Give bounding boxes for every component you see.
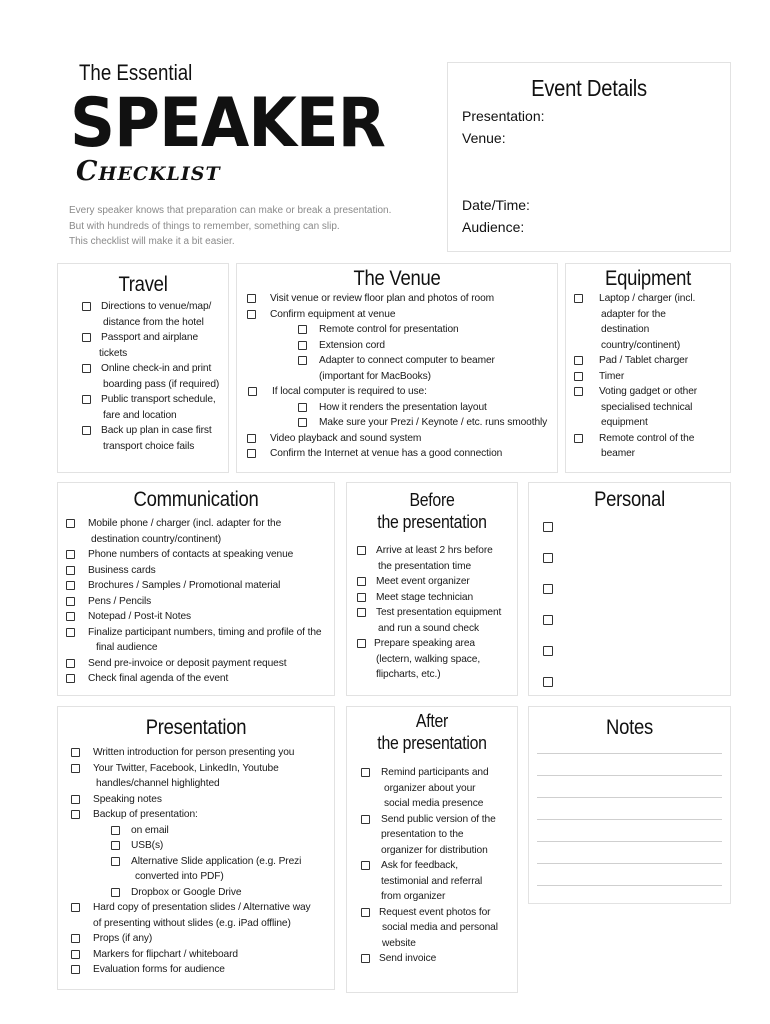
checklist-item bbox=[66, 594, 334, 610]
notes-line[interactable] bbox=[537, 775, 722, 776]
checklist-item bbox=[247, 322, 559, 338]
item-text: final audience bbox=[96, 642, 158, 653]
item-text: tickets bbox=[99, 347, 128, 359]
item-text: organizer about your bbox=[384, 782, 476, 794]
item-text: destination bbox=[601, 324, 650, 335]
checkbox[interactable] bbox=[111, 826, 120, 835]
checkbox[interactable] bbox=[574, 372, 583, 381]
item-text: Dropbox or Google Drive bbox=[131, 886, 242, 898]
item-text: on email bbox=[131, 824, 169, 836]
event-details-box bbox=[447, 62, 731, 252]
checklist-item bbox=[71, 931, 335, 947]
equipment-title: Equipment bbox=[605, 267, 691, 290]
item-text: handles/channel highlighted bbox=[96, 778, 220, 789]
item-text: Pens / Pencils bbox=[88, 595, 152, 607]
checklist-item bbox=[82, 299, 227, 330]
item-text: Ask for feedback, bbox=[381, 860, 459, 871]
checkbox[interactable] bbox=[357, 577, 366, 586]
item-text: Alternative Slide application (e.g. Prezi bbox=[131, 855, 302, 867]
item-text: Remote control for presentation bbox=[319, 324, 459, 335]
notes-line[interactable] bbox=[537, 819, 722, 820]
checklist-item bbox=[574, 384, 730, 431]
after-title-line1: After bbox=[415, 711, 449, 731]
notes-line[interactable] bbox=[537, 863, 722, 864]
checkbox[interactable] bbox=[247, 294, 256, 303]
checkbox[interactable] bbox=[82, 302, 91, 311]
equipment-section bbox=[565, 263, 731, 473]
checklist-item bbox=[71, 854, 335, 885]
checklist-item bbox=[71, 947, 335, 963]
communication-title: Communication bbox=[133, 488, 259, 511]
checkbox[interactable] bbox=[111, 888, 120, 897]
venue-label: Venue: bbox=[462, 130, 506, 146]
item-text: and run a sound check bbox=[378, 622, 479, 634]
checkbox[interactable] bbox=[71, 795, 80, 804]
item-text: Pad / Tablet charger bbox=[599, 355, 688, 366]
intro-line: This checklist will make it a bit easier. bbox=[69, 236, 235, 247]
audience-label: Audience: bbox=[462, 219, 525, 235]
checklist-item bbox=[357, 636, 517, 683]
checkbox[interactable] bbox=[543, 553, 553, 563]
checkbox[interactable] bbox=[543, 522, 553, 532]
notes-title: Notes bbox=[606, 716, 653, 739]
item-text: Meet event organizer bbox=[376, 576, 470, 587]
notes-line[interactable] bbox=[537, 753, 722, 754]
checklist-item bbox=[357, 605, 517, 636]
event-details-title: Event Details bbox=[531, 75, 647, 101]
item-text: Remind participants and bbox=[381, 767, 489, 778]
item-text: Online check-in and print bbox=[101, 363, 212, 374]
checkbox[interactable] bbox=[82, 426, 91, 435]
item-text: Your Twitter, Facebook, LinkedIn, Youtube bbox=[93, 762, 279, 774]
item-text: social media presence bbox=[384, 798, 484, 809]
item-text: Send pre-invoice or deposit payment request bbox=[88, 657, 287, 669]
item-text: (important for MacBooks) bbox=[319, 370, 431, 382]
checklist-item bbox=[66, 609, 334, 625]
item-text: equipment bbox=[601, 417, 648, 428]
item-text: How it renders the presentation layout bbox=[319, 401, 487, 413]
checklist-item bbox=[71, 807, 335, 823]
checkbox[interactable] bbox=[71, 748, 80, 757]
checklist-item bbox=[66, 578, 334, 594]
checklist-item bbox=[66, 656, 334, 672]
item-text: beamer bbox=[601, 448, 635, 459]
item-text: Make sure your Prezi / Keynote / etc. runs smoothly bbox=[319, 417, 548, 428]
checkbox[interactable] bbox=[111, 841, 120, 850]
header-main-title: SPEAKER bbox=[70, 84, 386, 163]
intro-line: Every speaker knows that preparation can make or break a presentation. bbox=[69, 205, 392, 216]
checkbox[interactable] bbox=[574, 434, 583, 443]
checkbox[interactable] bbox=[361, 861, 370, 870]
item-text: testimonial and referral bbox=[381, 875, 483, 887]
checklist-item bbox=[247, 291, 559, 307]
checkbox[interactable] bbox=[71, 903, 80, 912]
checklist-item bbox=[361, 858, 517, 905]
checkbox[interactable] bbox=[66, 519, 75, 528]
item-text: Speaking notes bbox=[93, 793, 162, 805]
item-text: transport choice fails bbox=[103, 440, 195, 452]
before-title-line2: the presentation bbox=[377, 512, 487, 532]
checkbox[interactable] bbox=[66, 597, 75, 606]
checkbox[interactable] bbox=[247, 449, 256, 458]
checkbox[interactable] bbox=[71, 934, 80, 943]
checkbox[interactable] bbox=[66, 628, 75, 637]
checkbox[interactable] bbox=[248, 387, 257, 396]
checkbox[interactable] bbox=[66, 566, 75, 575]
checkbox[interactable] bbox=[66, 674, 75, 683]
item-text: Send invoice bbox=[379, 953, 437, 964]
item-text: Confirm the Internet at venue has a good connection bbox=[270, 448, 503, 459]
checkbox[interactable] bbox=[111, 857, 120, 866]
checkbox[interactable] bbox=[543, 646, 553, 656]
item-text: Extension cord bbox=[319, 339, 385, 351]
item-text: Notepad / Post-it Notes bbox=[88, 611, 192, 622]
checklist-item bbox=[574, 291, 730, 353]
item-text: Timer bbox=[599, 370, 625, 382]
notes-line[interactable] bbox=[537, 885, 722, 886]
item-text: Passport and airplane bbox=[101, 332, 199, 343]
checklist-item bbox=[247, 384, 559, 400]
checklist-item bbox=[361, 765, 517, 812]
checklist-item bbox=[357, 574, 517, 590]
notes-line[interactable] bbox=[537, 841, 722, 842]
header-pre-title: The Essential bbox=[79, 60, 193, 85]
communication-section bbox=[57, 482, 335, 696]
item-text: Voting gadget or other bbox=[599, 386, 698, 397]
checkbox[interactable] bbox=[298, 418, 307, 427]
item-text: Prepare speaking area bbox=[374, 638, 475, 649]
checklist-item bbox=[357, 590, 517, 606]
item-text: Props (if any) bbox=[93, 933, 153, 944]
checkbox[interactable] bbox=[543, 677, 553, 687]
item-text: Mobile phone / charger (incl. adapter for the bbox=[88, 518, 282, 529]
item-text: Test presentation equipment bbox=[376, 607, 502, 618]
presentation-label: Presentation: bbox=[462, 108, 545, 124]
checklist-item bbox=[82, 330, 227, 361]
venue-title: The Venue bbox=[353, 267, 441, 290]
checkbox[interactable] bbox=[361, 768, 370, 777]
item-text: from organizer bbox=[381, 891, 446, 902]
intro-text bbox=[69, 203, 391, 250]
checklist-item bbox=[82, 361, 227, 392]
after-presentation-section bbox=[346, 706, 518, 993]
checkbox[interactable] bbox=[298, 341, 307, 350]
item-text: Back up plan in case first bbox=[101, 425, 212, 436]
checklist-item bbox=[66, 516, 334, 547]
item-text: Hard copy of presentation slides / Alternative way bbox=[93, 902, 311, 913]
checklist-item bbox=[66, 671, 334, 687]
checkbox[interactable] bbox=[66, 581, 75, 590]
venue-section bbox=[236, 263, 558, 473]
item-text: Adapter to connect computer to beamer bbox=[319, 355, 495, 366]
item-text: Check final agenda of the event bbox=[88, 673, 229, 684]
checklist-item bbox=[247, 338, 559, 354]
item-text: distance from the hotel bbox=[103, 316, 204, 328]
checklist-item bbox=[247, 307, 559, 323]
item-text: website bbox=[382, 937, 416, 949]
checkbox[interactable] bbox=[66, 659, 75, 668]
presentation-title: Presentation bbox=[145, 716, 247, 739]
checkbox[interactable] bbox=[357, 546, 366, 555]
before-title-line1: Before bbox=[409, 490, 455, 510]
checklist-item bbox=[247, 400, 559, 416]
checkbox[interactable] bbox=[361, 908, 370, 917]
checkbox[interactable] bbox=[574, 294, 583, 303]
checkbox[interactable] bbox=[71, 965, 80, 974]
checklist-item bbox=[82, 423, 227, 454]
checkbox[interactable] bbox=[247, 434, 256, 443]
checkbox[interactable] bbox=[298, 403, 307, 412]
checklist-item bbox=[574, 431, 730, 462]
checkbox[interactable] bbox=[543, 584, 553, 594]
checklist-item bbox=[574, 369, 730, 385]
item-text: boarding pass (if required) bbox=[103, 378, 220, 390]
item-text: Backup of presentation: bbox=[93, 809, 198, 820]
header-sub-title: Checklist bbox=[76, 156, 221, 187]
item-text: Evaluation forms for audience bbox=[93, 964, 225, 975]
intro-line: But with hundreds of things to remember, something can slip. bbox=[69, 220, 340, 232]
personal-title: Personal bbox=[594, 488, 665, 511]
checkbox[interactable] bbox=[66, 550, 75, 559]
item-text: Finalize participant numbers, timing and profile of the bbox=[88, 626, 322, 638]
checkbox[interactable] bbox=[361, 815, 370, 824]
checkbox[interactable] bbox=[357, 593, 366, 602]
item-text: Visit venue or review floor plan and photos of room bbox=[270, 293, 495, 304]
checklist-item bbox=[66, 625, 334, 656]
item-text: fare and location bbox=[103, 409, 177, 421]
before-presentation-section bbox=[346, 482, 518, 696]
item-text: If local computer is required to use: bbox=[272, 386, 427, 397]
item-text: Remote control of the bbox=[599, 432, 695, 444]
item-text: flipcharts, etc.) bbox=[376, 669, 441, 680]
item-text: country/continent) bbox=[601, 339, 681, 351]
personal-section bbox=[528, 482, 731, 696]
checklist-item bbox=[574, 353, 730, 369]
item-text: Directions to venue/map/ bbox=[101, 301, 212, 312]
item-text: the presentation time bbox=[378, 560, 472, 572]
item-text: Request event photos for bbox=[379, 906, 491, 918]
checkbox[interactable] bbox=[82, 333, 91, 342]
item-text: Send public version of the bbox=[381, 813, 496, 825]
item-text: specialised technical bbox=[601, 401, 693, 413]
checklist-item bbox=[71, 885, 335, 901]
checklist-item bbox=[66, 563, 334, 579]
checklist-item bbox=[361, 951, 517, 967]
item-text: Meet stage technician bbox=[376, 591, 474, 603]
item-text: Business cards bbox=[88, 564, 156, 576]
item-text: Arrive at least 2 hrs before bbox=[376, 545, 493, 556]
item-text: Video playback and sound system bbox=[270, 432, 422, 444]
checklist-item bbox=[71, 900, 335, 931]
after-title-line2: the presentation bbox=[377, 733, 487, 753]
item-text: Markers for flipchart / whiteboard bbox=[93, 948, 238, 960]
checkbox[interactable] bbox=[82, 395, 91, 404]
checkbox[interactable] bbox=[66, 612, 75, 621]
checklist-item bbox=[361, 905, 517, 952]
checklist-item bbox=[71, 838, 335, 854]
checkbox[interactable] bbox=[71, 950, 80, 959]
item-text: Brochures / Samples / Promotional material bbox=[88, 580, 281, 591]
item-text: social media and personal bbox=[382, 922, 498, 933]
item-text: organizer for distribution bbox=[381, 844, 488, 856]
checkbox[interactable] bbox=[298, 325, 307, 334]
checkbox[interactable] bbox=[574, 387, 583, 396]
item-text: Public transport schedule, bbox=[101, 394, 216, 405]
item-text: USB(s) bbox=[131, 840, 164, 851]
checkbox[interactable] bbox=[543, 615, 553, 625]
checklist-item bbox=[66, 547, 334, 563]
notes-line[interactable] bbox=[537, 797, 722, 798]
checkbox[interactable] bbox=[357, 608, 366, 617]
checklist-item bbox=[247, 353, 559, 384]
checklist-item bbox=[357, 543, 517, 574]
checklist-item bbox=[71, 962, 335, 978]
item-text: presentation to the bbox=[381, 829, 464, 840]
checklist-item bbox=[247, 415, 559, 431]
presentation-section bbox=[57, 706, 335, 990]
item-text: (lectern, walking space, bbox=[376, 653, 481, 665]
checklist-item bbox=[71, 823, 335, 839]
item-text: destination country/continent) bbox=[91, 533, 222, 545]
checkbox[interactable] bbox=[357, 639, 366, 648]
checkbox[interactable] bbox=[71, 810, 80, 819]
checkbox[interactable] bbox=[361, 954, 370, 963]
datetime-label: Date/Time: bbox=[462, 197, 530, 213]
item-text: Written introduction for person presenting you bbox=[93, 747, 295, 758]
checklist-item bbox=[71, 761, 335, 792]
checklist-item bbox=[71, 792, 335, 808]
checkbox[interactable] bbox=[247, 310, 256, 319]
checkbox[interactable] bbox=[71, 764, 80, 773]
checklist-item bbox=[71, 745, 335, 761]
checkbox[interactable] bbox=[82, 364, 91, 373]
item-text: converted into PDF) bbox=[135, 871, 224, 882]
checkbox[interactable] bbox=[574, 356, 583, 365]
item-text: Phone numbers of contacts at speaking venue bbox=[88, 549, 294, 560]
checkbox[interactable] bbox=[298, 356, 307, 365]
checklist-item bbox=[361, 812, 517, 859]
item-text: of presenting without slides (e.g. iPad offline) bbox=[93, 917, 291, 929]
travel-title: Travel bbox=[118, 273, 168, 296]
checklist-item bbox=[247, 431, 559, 447]
notes-section bbox=[528, 706, 731, 904]
checklist-item bbox=[247, 446, 559, 462]
item-text: Laptop / charger (incl. bbox=[599, 293, 696, 304]
item-text: Confirm equipment at venue bbox=[270, 308, 396, 320]
checklist-item bbox=[82, 392, 227, 423]
travel-section bbox=[57, 263, 229, 473]
item-text: adapter for the bbox=[601, 308, 666, 320]
